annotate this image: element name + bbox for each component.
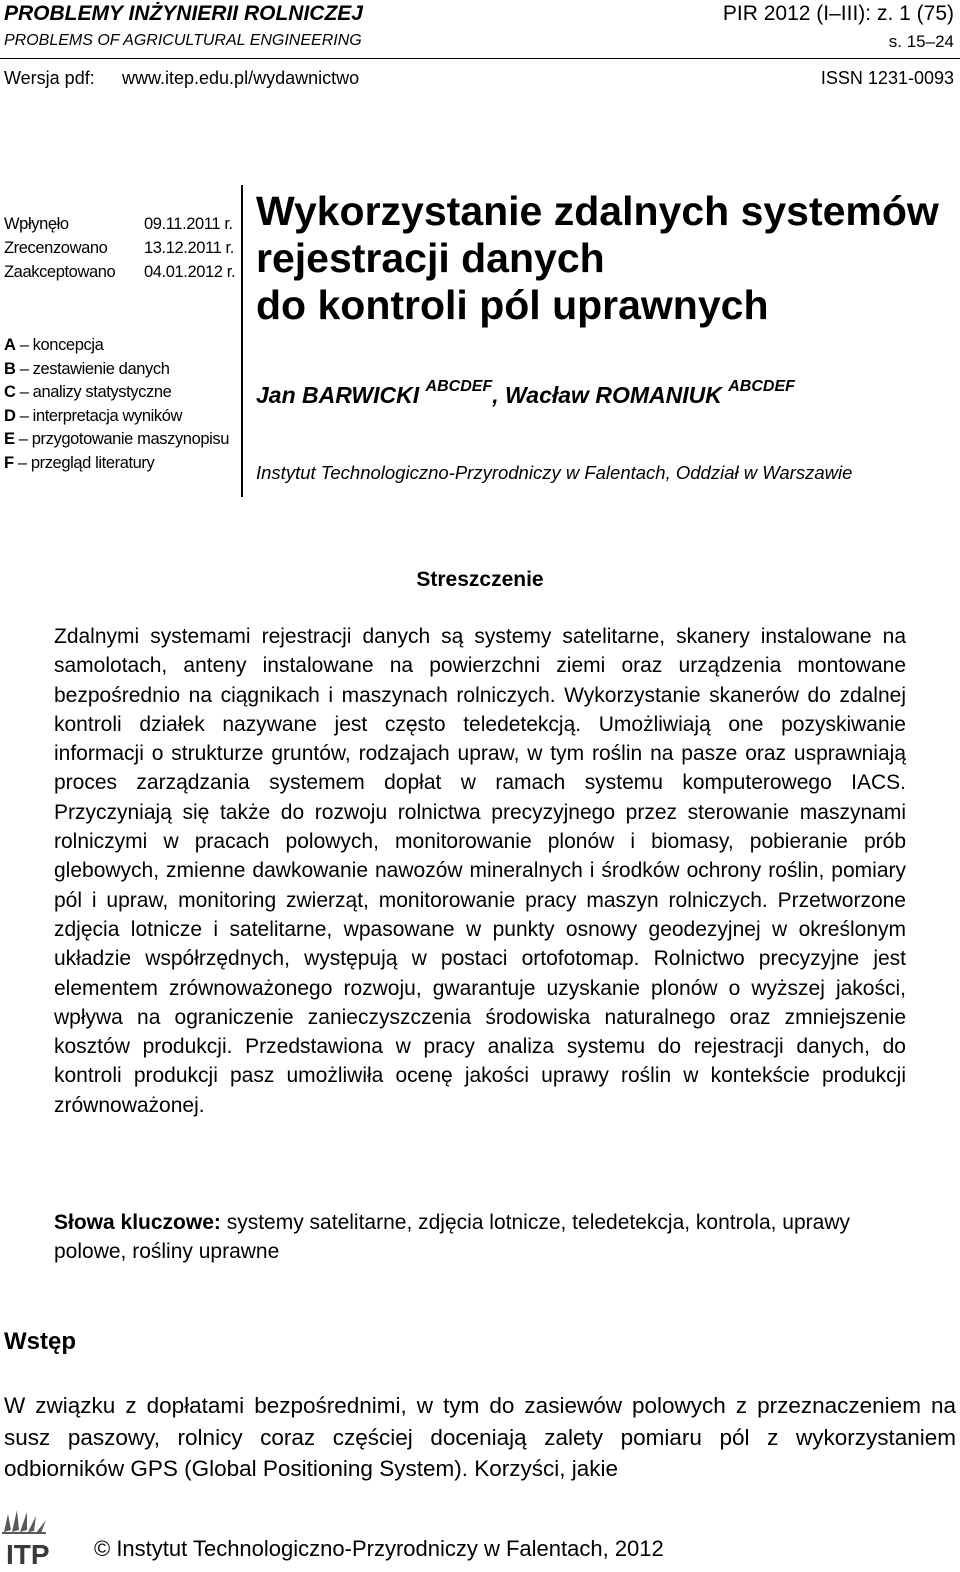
keywords-list: systemy satelitarne, zdjęcia lotnicze, teledetekcja, kontrola, uprawy polowe, rośliny uprawne: [54, 1211, 851, 1264]
section-body: W związku z dopłatami bezpośrednimi, w tym do zasiewów polowych z przeznaczeniem na susz paszowy, rolnicy coraz częściej doceniają zalety pomiaru pól z wykorzystaniem odbiorników GPS (Global Positioning System). Korzyści, jakie: [4, 1393, 956, 1481]
section-heading: Wstęp: [4, 1328, 76, 1355]
date-value: 04.01.2012 r.: [144, 263, 236, 281]
affiliation: Instytut Technologiczno-Przyrodniczy w Falentach, Oddział w Warszawie: [256, 462, 853, 483]
role-text: – koncepcja: [15, 336, 104, 354]
author-name: Wacław ROMANIUK: [505, 382, 729, 408]
author-roles: ABCDEF: [728, 378, 795, 395]
role-letter: A: [4, 336, 16, 354]
date-label: Wpłynęło: [4, 215, 69, 233]
author-name: Jan BARWICKI: [256, 382, 426, 408]
date-value: 13.12.2011 r.: [144, 239, 234, 257]
journal-subtitle: PROBLEMS OF AGRICULTURAL ENGINEERING: [4, 32, 362, 49]
version-url-link[interactable]: www.itep.edu.pl/wydawnictwo: [122, 68, 360, 88]
journal-issue: PIR 2012 (I–III): z. 1 (75): [722, 2, 954, 25]
version-label: Wersja pdf:: [4, 68, 95, 88]
logo-wordmark: ITP: [6, 1539, 50, 1568]
date-value: 09.11.2011 r.: [144, 215, 233, 233]
role-item: [4, 381, 229, 405]
author-separator: ,: [492, 382, 505, 408]
role-text: – analizy statystyczne: [15, 383, 172, 401]
title-line: rejestracji danych: [256, 235, 605, 281]
role-item: [4, 428, 229, 452]
role-item: [4, 405, 229, 429]
issn: ISSN 1231-0093: [820, 68, 954, 88]
role-letter: B: [4, 359, 16, 378]
header-divider: [0, 58, 960, 59]
article-title: [256, 188, 956, 329]
author-roles: ABCDEF: [425, 378, 493, 395]
date-row-accepted: [4, 260, 235, 284]
role-letter: E: [4, 430, 15, 448]
abstract-heading: Streszczenie: [416, 568, 544, 591]
authors: [256, 378, 795, 409]
submission-dates: [4, 212, 235, 284]
keywords: [54, 1208, 906, 1267]
role-text: – interpretacja wyników: [15, 406, 183, 425]
role-text: – przygotowanie maszynopisu: [14, 430, 230, 448]
role-letter: F: [4, 453, 14, 472]
copyright: © Instytut Technologiczno-Przyrodniczy w Falentach, 2012: [94, 1536, 664, 1561]
itp-logo: [0, 1506, 80, 1568]
date-row-reviewed: [4, 236, 235, 260]
role-item: [4, 358, 229, 382]
abstract-text: Zdalnymi systemami rejestracji danych są systemy satelitarne, skanery instalowane na samolotach, anteny instalowane na powierzchni ziemi oraz urządzenia montowane bezpośrednio na ciągnikach i maszynach rolniczych. Wykorzystanie skanerów do zdalnej kontroli działek nazywane jest często teledetekcją. Umożliwiają one pozyskiwanie informacji o strukturze gruntów, rodzajach upraw, w tym roślin na pasze oraz usprawniają proces zarządzania systemem dopłat w ramach systemu komputerowego IACS. Przyczyniają się także do rozwoju rolnictwa precyzyjnego przez sterowanie maszynami rolniczymi w pracach polowych, monitorowanie plonów i biomasy, pobieranie prób glebowych, zmienne dawkowanie nawozów mineralnych i środków ochrony roślin, pomiary pól i upraw, monitoring zwierząt, monitorowanie pracy maszyn rolniczych. Przetworzone zdjęcia lotnicze i satelitarne, wpasowane w punkty osnowy geodezyjnej w określonym układzie współrzędnych, występują w postaci ortofotomap. Rolnictwo precyzyjne jest elementem zrównoważonego rozwoju, gwarantuje uzyskanie plonów o wyższej jakości, wpływa na ograniczenie zanieczyszczenia środowiska naturalnego oraz zmniejszenie kosztów produkcji. Przedstawiona w pracy analiza systemu do rejestracji danych, do kontroli produkcji pasz umożliwiła ocenę jakości uprawy roślin w kontekście produkcji zrównoważonej.: [54, 625, 906, 1117]
role-letter: D: [4, 406, 16, 425]
role-letter: C: [4, 383, 16, 401]
date-label: Zrecenzowano: [4, 239, 108, 257]
role-item: [4, 452, 229, 476]
keywords-label: Słowa kluczowe:: [54, 1211, 221, 1234]
role-text: – zestawienie danych: [15, 359, 170, 378]
date-label: Zaakceptowano: [4, 263, 116, 281]
role-text: – przegląd literatury: [13, 453, 155, 472]
date-row-received: [4, 212, 235, 236]
title-line: Wykorzystanie zdalnych systemów: [256, 188, 939, 234]
sidebar-divider: [241, 185, 243, 497]
role-item: [4, 334, 229, 358]
contribution-roles: [4, 334, 229, 475]
journal-pages: s. 15–24: [888, 32, 954, 51]
title-line: do kontroli pól uprawnych: [256, 282, 769, 328]
journal-title: PROBLEMY INŻYNIERII ROLNICZEJ: [4, 2, 363, 25]
